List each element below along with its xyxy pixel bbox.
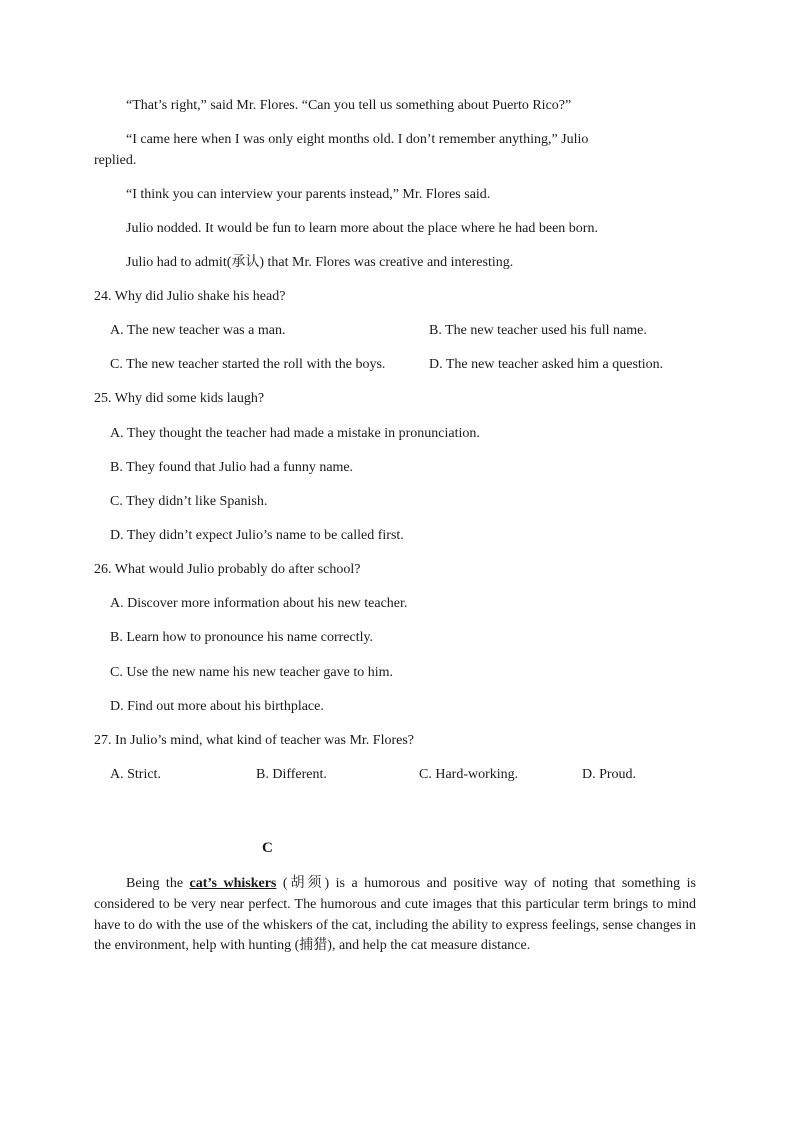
question-24-stem: 24. Why did Julio shake his head? [94, 289, 286, 304]
story-line-5: Julio nodded. It would be fun to learn more about the place where he had been born. [126, 221, 598, 236]
question-25-option-c: C. They didn’t like Spanish. [110, 494, 268, 509]
question-27-option-d: D. Proud. [582, 767, 637, 782]
passage-body-text: (胡须) is a humorous and positive way of noting that something is considered to be very near perfect. The humorous and cute images that this particular term brings to mind have to do with the use of the whiskers of the cat, including the ability to express feelings, sense changes in the environment, help with hunting (捕猎), and help the cat measure distance. [94, 876, 696, 954]
story-line-3: replied. [94, 153, 137, 168]
question-25-option-a: A. They thought the teacher had made a mistake in pronunciation. [110, 426, 480, 441]
question-27-option-c: C. Hard-working. [419, 767, 519, 782]
section-c-heading: C [262, 840, 273, 856]
question-26-option-d: D. Find out more about his birthplace. [110, 699, 324, 714]
story-line-1: “That’s right,” said Mr. Flores. “Can you tell us something about Puerto Rico?” [126, 98, 572, 113]
question-24-option-c: C. The new teacher started the roll with the boys. [110, 357, 386, 372]
question-25-stem: 25. Why did some kids laugh? [94, 391, 265, 406]
question-25-option-b: B. They found that Julio had a funny name. [110, 460, 354, 475]
question-24-option-d: D. The new teacher asked him a question. [429, 357, 664, 372]
story-line-6: Julio had to admit(承认) that Mr. Flores was creative and interesting. [126, 255, 514, 270]
question-24-option-a: A. The new teacher was a man. [110, 323, 286, 338]
story-line-4: “I think you can interview your parents instead,” Mr. Flores said. [126, 187, 491, 202]
story-line-2: “I came here when I was only eight months old. I don’t remember anything,” Julio [126, 132, 589, 147]
passage-lead-text: Being the [126, 876, 190, 891]
question-26-stem: 26. What would Julio probably do after school? [94, 562, 361, 577]
question-27-option-b: B. Different. [256, 767, 327, 782]
question-25-option-d: D. They didn’t expect Julio’s name to be called first. [110, 528, 404, 543]
question-27-option-a: A. Strict. [110, 767, 161, 782]
section-c-passage [94, 874, 696, 957]
question-26-option-a: A. Discover more information about his new teacher. [110, 596, 408, 611]
question-26-option-c: C. Use the new name his new teacher gave to him. [110, 665, 394, 680]
question-27-stem: 27. In Julio’s mind, what kind of teacher was Mr. Flores? [94, 733, 415, 748]
highlighted-term: cat’s whiskers [189, 876, 277, 891]
question-26-option-b: B. Learn how to pronounce his name correctly. [110, 630, 374, 645]
question-24-option-b: B. The new teacher used his full name. [429, 323, 647, 338]
